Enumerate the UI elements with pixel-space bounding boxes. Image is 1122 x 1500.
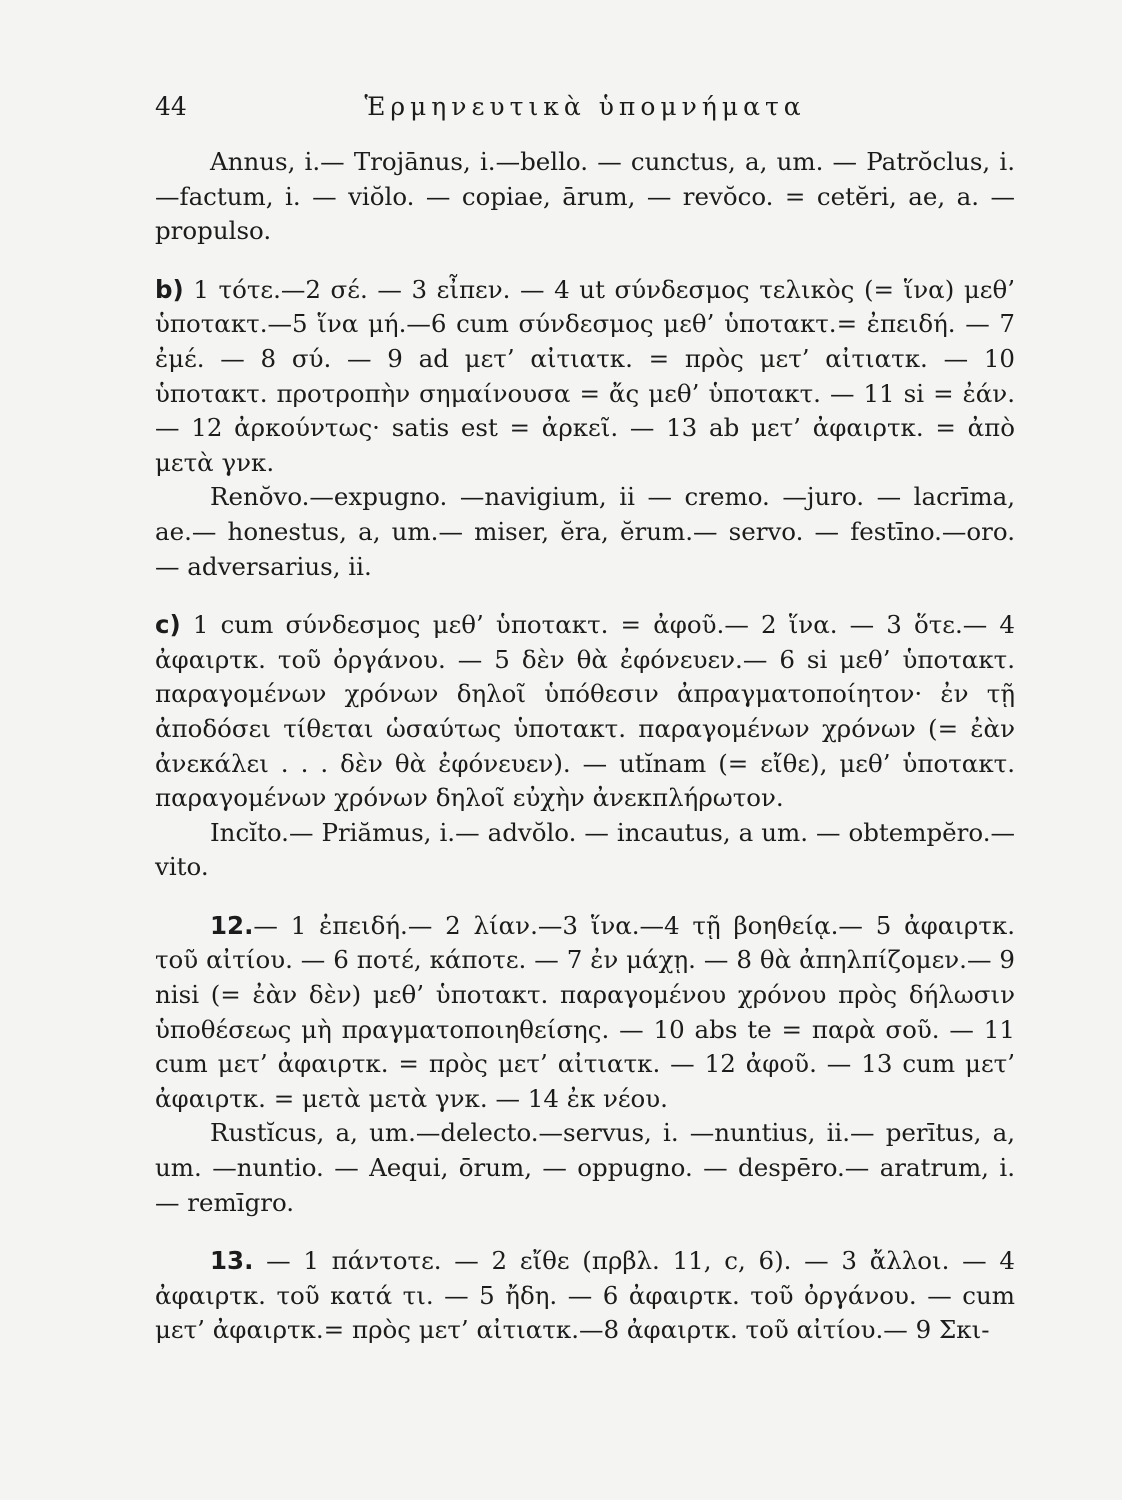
vocab-paragraph <box>155 480 1015 584</box>
section-label: 13. <box>210 1246 254 1276</box>
section-label: 12. <box>210 910 254 940</box>
paragraph-text: Rustĭcus, a, um.—delecto.—servus, i. —nuntius, ii.— perītus, a, um. —nuntio. — Aequi, ōrum, — oppugno. — despēro.— aratrum, i. — remīgro. <box>155 1118 1015 1217</box>
paragraph-text: — 1 ἐπειδή.— 2 λίαν.—3 ἵνα.—4 τῇ βοηθείᾳ.— 5 ἀφαιρτκ. τοῦ αἰτίου. — 6 ποτέ, κάποτε. — 7 ἐν μάχῃ. — 8 θὰ ἀπηλπίζομεν.— 9 nisi (= ἐὰν δὲν) μεθ’ ὑποτακτ. παραγομένου χρόνου πρὸς δήλωσιν ὑποθέσεως μὴ πραγματοποιηθείσης. — 10 abs te = παρὰ σοῦ. — 11 cum μετ’ ἀφαιρτκ. = πρὸς μετ’ αἰτιατκ. — 12 ἀφοῦ. — 13 cum μετ’ ἀφαιρτκ. = μετὰ μετὰ γνκ. — 14 ἐκ νέου. <box>155 910 1015 1113</box>
section-label: b) <box>155 274 184 304</box>
vocab-paragraph <box>155 1116 1015 1220</box>
paragraph-text: 1 cum σύνδεσμος μεθ’ ὑποτακτ. = ἀφοῦ.— 2 ἵνα. — 3 ὅτε.— 4 ἀφαιρτκ. τοῦ ὀργάνου. — 5 δὲν θὰ ἐφόνευεν.— 6 si μεθ’ ὑποτακτ. παραγομένων χρόνων δηλοῖ ὑπόθεσιν ἀπραγματοποίητον· ἐν τῇ ἀποδόσει τίθεται ὡσαύτως ὑποτακτ. παραγομένων χρόνων (= ἐὰν ἀνεκάλει . . . δὲν θὰ ἐφόνευεν). — utĭnam (= εἴθε), μεθ’ ὑποτακτ. παραγομένων χρόνων δηλοῖ εὐχὴν ἀνεκπλήρωτον. <box>155 610 1015 813</box>
page-number: 44 <box>155 92 187 121</box>
paragraph-text: — 1 πάντοτε. — 2 εἴθε (πρβλ. 11, c, 6). — 3 ἄλλοι. — 4 ἀφαιρτκ. τοῦ κατά τι. — 5 ἤδη. — 6 ἀφαιρτκ. τοῦ ὀργάνου. — cum μετ’ ἀφαιρτκ.= πρὸς μετ’ αἰτιατκ.—8 ἀφαιρτκ. τοῦ αἰτίου.— 9 Σκι- <box>155 1246 1015 1345</box>
section-12 <box>155 909 1015 1117</box>
section-c <box>155 608 1015 816</box>
paragraph-text: 1 τότε.—2 σέ. — 3 εἶπεν. — 4 ut σύνδεσμος τελικὸς (= ἵνα) μεθ’ ὑποτακτ.—5 ἵνα μή.—6 cum σύνδεσμος μεθ’ ὑποτακτ.= ἐπειδή. — 7 ἐμέ. — 8 σύ. — 9 ad μετ’ αἰτιατκ. = πρὸς μετ’ αἰτιατκ. — 10 ὑποτακτ. προτροπὴν σημαίνουσα = ἄς μεθ’ ὑποτακτ. — 11 si = ἐάν. — 12 ἀρκούντως· satis est = ἀρκεῖ. — 13 ab μετ’ ἀφαιρτκ. = ἀπὸ μετὰ γνκ. <box>155 274 1015 477</box>
vocab-paragraph <box>155 816 1015 885</box>
paragraph-text: Renŏvo.—expugno. —navigium, ii — cremo. —juro. — lacrīma, ae.— honestus, a, um.— miser, ĕra, ĕrum.— servo. — festīno.—oro. — adversarius, ii. <box>155 482 1015 581</box>
section-b <box>155 273 1015 481</box>
section-13 <box>155 1244 1015 1348</box>
text-body <box>155 145 1015 1348</box>
vocab-paragraph <box>155 145 1015 249</box>
running-title: Ἑρμηνευτικὰ ὑπομνήματα <box>364 92 806 121</box>
paragraph-text: Annus, i.— Trojānus, i.—bello. — cunctus, a, um. — Patrŏclus, i.—factum, i. — viŏlo. — copiae, ārum, — revŏco. = cetĕri, ae, a. — propulso. <box>155 147 1015 246</box>
section-label: c) <box>155 610 181 640</box>
paragraph-text: Incĭto.— Priămus, i.— advŏlo. — incautus, a um. — obtempĕro.—vito. <box>155 817 1015 882</box>
page-header <box>155 92 1015 132</box>
